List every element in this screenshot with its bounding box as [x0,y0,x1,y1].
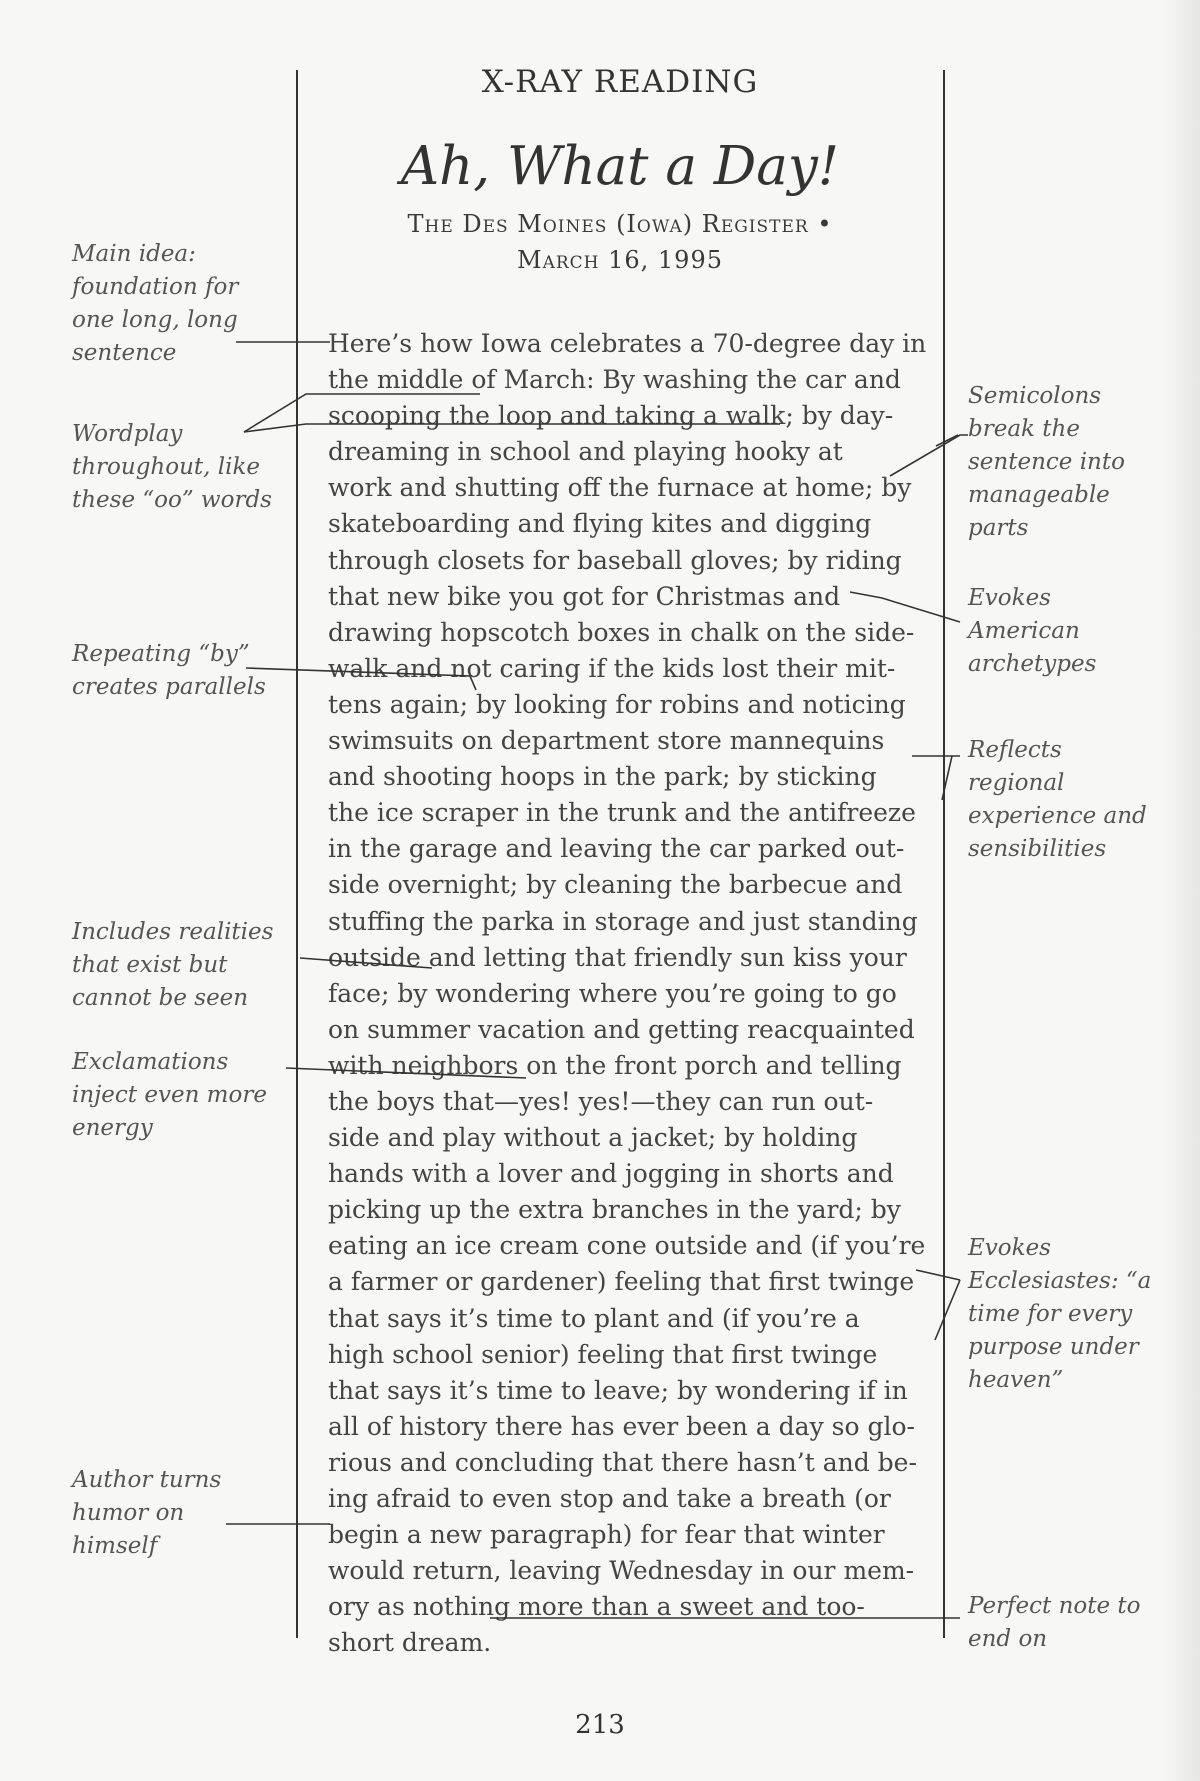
body-line: side and play without a jacket; by holding [328,1123,858,1153]
pointer-semicolons-2 [936,435,958,446]
body-line: hands with a lover and jogging in shorts and [328,1159,894,1189]
note-line: foundation for [72,274,239,300]
body-line: work and shutting off the furnace at home; by [328,473,912,503]
body-line: rious and concluding that there hasn’t and be- [328,1447,917,1477]
body-line: outside and letting that friendly sun kiss your [328,942,907,972]
body-line: drawing hopscotch boxes in chalk on the side- [328,617,915,647]
note-line: Exclamations [72,1049,229,1075]
note-line: heaven” [968,1367,1064,1393]
note-line: himself [72,1533,158,1559]
note-line: break the [968,416,1080,442]
body-line: Here’s how Iowa celebrates a 70-degree day in [328,329,927,358]
body-line: the boys that—yes! yes!—they can run out- [328,1086,874,1116]
section-label: X-RAY READING [481,64,759,100]
note-line: that exist but [72,952,228,978]
note-line: American [968,618,1080,644]
body-line: that says it’s time to plant and (if you’re a [328,1303,860,1333]
article-title: Ah, What a Day! [400,136,840,197]
note-line: experience and [968,803,1147,829]
pointer-archetypes [850,592,960,622]
body-line: tens again; by looking for robins and noticing [328,689,906,719]
body-line: that new bike you got for Christmas and [328,581,841,611]
body-line: the ice scraper in the trunk and the antifreeze [328,798,916,828]
source-line: The Des Moines (Iowa) Register • [407,210,833,238]
pointer-parallels [246,668,476,690]
pointer-unseen [300,958,432,968]
pointer-exclamations [286,1068,526,1078]
body-line: a farmer or gardener) feeling that first twinge [328,1267,915,1297]
source-date: March 16, 1995 [517,246,723,274]
pointer-ecclesiastes-1 [916,1270,960,1280]
body-line: and shooting hoops in the park; by sticking [328,762,877,792]
note-line: creates parallels [72,674,266,700]
page-number: 213 [575,1710,625,1740]
note-line: archetypes [968,651,1097,677]
note-line: sentence into [968,449,1125,475]
note-line: throughout, like [72,454,261,480]
note-line: one long, long [72,307,238,333]
body-line: begin a new paragraph) for fear that winter [328,1520,885,1550]
body-line: in the garage and leaving the car parked out- [328,834,905,864]
note-line: sensibilities [968,836,1107,862]
note-line: Reflects [968,737,1062,763]
body-line: swimsuits on department store mannequins [328,726,885,756]
note-line: regional [968,770,1065,796]
note-line: Ecclesiastes: “a [968,1268,1152,1294]
body-line: would return, leaving Wednesday in our mem- [328,1556,915,1586]
note-line: Main idea: [72,241,196,267]
pointer-wordplay-1 [244,394,480,432]
body-line: through closets for baseball gloves; by riding [328,545,902,575]
body-line: all of history there has ever been a day so glo- [328,1411,915,1441]
note-line: sentence [72,340,177,366]
note-line: inject even more [72,1082,267,1108]
body-line: picking up the extra branches in the yard; by [328,1195,901,1225]
note-line: humor on [72,1500,185,1526]
body-line: side overnight; by cleaning the barbecue and [328,870,903,900]
body-line: ing afraid to even stop and take a breath (or [328,1484,891,1513]
note-line: Evokes [968,1235,1051,1261]
pointer-semicolons [890,435,968,476]
note-line: parts [968,515,1029,541]
note-line: Semicolons [968,383,1102,409]
pointer-ecclesiastes-2 [935,1280,960,1340]
note-line: Author turns [72,1467,222,1493]
note-line: end on [968,1626,1048,1652]
body-line: walk and not caring if the kids lost their mit- [328,653,896,683]
body-line: face; by wondering where you’re going to go [328,978,897,1008]
body-line: the middle of March: By washing the car and [328,365,901,395]
pointer-regional-2 [942,756,952,800]
body-line: eating an ice cream cone outside and (if you’re [328,1231,926,1261]
body-line: skateboarding and flying kites and digging [328,509,872,539]
note-line: Perfect note to [968,1593,1141,1619]
note-line: Repeating “by” [72,641,250,667]
body-line: with neighbors on the front porch and telling [328,1050,902,1080]
note-line: Wordplay [72,421,183,447]
note-line: manageable [968,482,1110,508]
pointer-wordplay-2 [244,424,780,432]
body-line: high school senior) feeling that first twinge [328,1339,878,1369]
note-line: energy [72,1115,153,1141]
body-line: dreaming in school and playing hooky at [328,437,843,467]
note-line: Includes realities [72,919,274,945]
body-line: stuffing the parka in storage and just standing [328,906,918,936]
body-line: scooping the loop and taking a walk; by day- [328,401,894,431]
body-line: that says it’s time to leave; by wondering if in [328,1375,908,1405]
note-line: cannot be seen [72,985,249,1011]
note-line: Evokes [968,585,1051,611]
note-line: these “oo” words [72,487,272,513]
body-line: short dream. [328,1628,492,1658]
body-line: on summer vacation and getting reacquainted [328,1014,915,1044]
note-line: purpose under [968,1334,1139,1360]
note-line: time for every [968,1301,1133,1327]
body-line: ory as nothing more than a sweet and too- [328,1592,865,1622]
